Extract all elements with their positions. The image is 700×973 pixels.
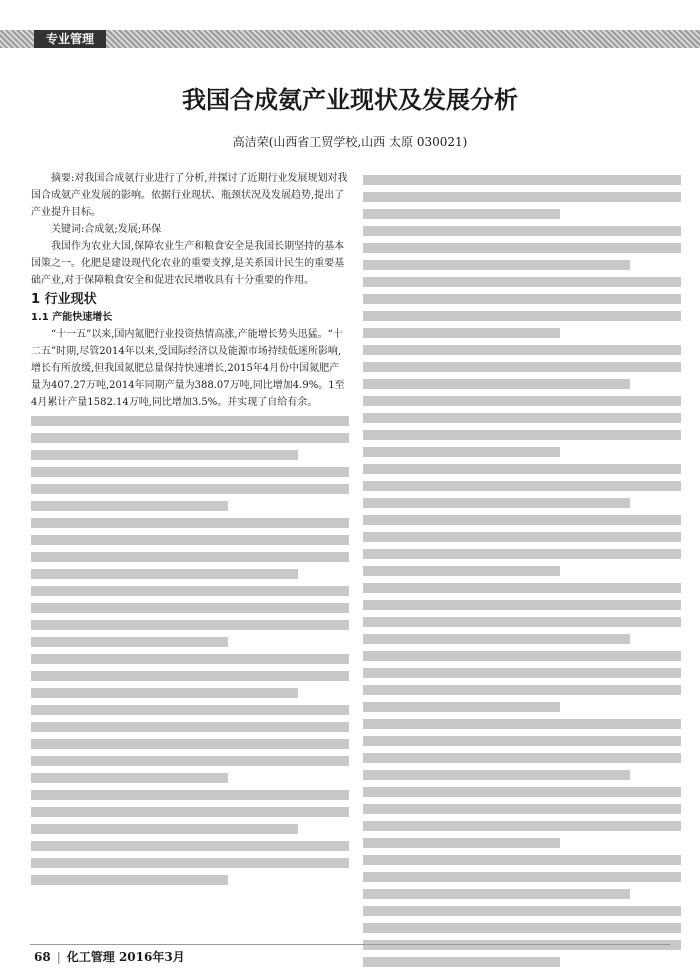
- text-line: [363, 872, 681, 882]
- text-line: [363, 957, 560, 967]
- text-line: [363, 515, 681, 525]
- text-line: [31, 620, 349, 630]
- abstract: 摘要:对我国合成氨行业进行了分析,并探讨了近期行业发展规划对我国合成氨产业发展的影响。依据行业现状、瓶颈状况及发展趋势,提出了产业提升目标。: [31, 173, 348, 218]
- text-line: [31, 637, 228, 647]
- text-line: [31, 722, 349, 732]
- text-line: [31, 484, 349, 494]
- text-line: [31, 705, 349, 715]
- text-line: [363, 430, 681, 440]
- footer-separator: |: [56, 950, 61, 964]
- text-line: [363, 481, 681, 491]
- keywords: 关键词:合成氨;发展;环保: [51, 224, 162, 235]
- text-line: [363, 260, 630, 270]
- text-line: [31, 739, 349, 749]
- journal-name: 化工管理: [66, 950, 115, 964]
- section-heading: 1 行业现状: [31, 292, 97, 307]
- text-line: [363, 566, 560, 576]
- text-line: [363, 413, 681, 423]
- text-line: [363, 838, 560, 848]
- text-line: [363, 753, 681, 763]
- text-line: [31, 807, 349, 817]
- text-line: [363, 277, 681, 287]
- text-line: [31, 535, 349, 545]
- text-line: [31, 654, 349, 664]
- text-line: [31, 586, 349, 596]
- text-line: [363, 532, 681, 542]
- author-line: 高洁荣(山西省工贸学校,山西 太原 030021): [232, 135, 468, 149]
- text-line: [363, 736, 681, 746]
- text-line: [363, 396, 681, 406]
- text-line: [363, 498, 630, 508]
- text-line: [363, 804, 681, 814]
- text-line: [363, 702, 560, 712]
- text-line: [363, 243, 681, 253]
- text-line: [31, 450, 298, 460]
- text-line: [363, 685, 681, 695]
- subsection-heading: 1.1 产能快速增长: [31, 312, 113, 323]
- text-line: [31, 518, 349, 528]
- text-line: [363, 719, 681, 729]
- text-line: [363, 600, 681, 610]
- text-line: [363, 821, 681, 831]
- footer-rule: [30, 944, 670, 945]
- text-line: [31, 858, 349, 868]
- text-line: [31, 416, 349, 426]
- text-line: [363, 175, 681, 185]
- body-text-lines: [31, 411, 349, 885]
- text-line: [363, 651, 681, 661]
- text-line: [363, 668, 681, 678]
- article-title: 我国合成氨产业现状及发展分析: [182, 86, 518, 114]
- text-line: [363, 226, 681, 236]
- text-line: [363, 294, 681, 304]
- text-line: [363, 379, 630, 389]
- text-line: [363, 362, 681, 372]
- text-line: [363, 787, 681, 797]
- text-line: [363, 770, 630, 780]
- left-column: [31, 170, 349, 885]
- text-line: [31, 824, 298, 834]
- text-line: [363, 549, 681, 559]
- section-tag: 专业管理: [34, 30, 106, 48]
- text-line: [363, 855, 681, 865]
- text-line: [363, 617, 681, 627]
- text-line: [31, 875, 228, 885]
- text-line: [31, 603, 349, 613]
- text-line: [31, 467, 349, 477]
- text-line: [31, 756, 349, 766]
- text-line: [31, 569, 298, 579]
- text-line: [363, 923, 681, 933]
- text-line: [31, 773, 228, 783]
- text-line: [363, 311, 681, 321]
- text-line: [31, 433, 349, 443]
- body-paragraph: “十一五”以来,国内氮肥行业投资热情高涨,产能增长势头迅猛。“十二五”时期,尽管2014年以来,受国际经济以及能源市场持续低迷所影响,增长有所放缓,但我国氮肥总量保持快速增长,2015年4月份中国氮肥产量为407.27万吨,2014年同期产量为388.07万吨,同比增加4.9%。1至4月累计产量1582.14万吨,同比增加3.5%。并实现了自给有余。: [31, 329, 345, 408]
- text-line: [363, 209, 560, 219]
- text-line: [363, 464, 681, 474]
- text-line: [363, 634, 630, 644]
- text-line: [31, 790, 349, 800]
- right-column: [363, 170, 681, 967]
- issue-date: 2016年3月: [118, 950, 185, 964]
- body-text-lines: [363, 170, 681, 967]
- text-line: [31, 841, 349, 851]
- text-line: [363, 192, 681, 202]
- text-line: [363, 583, 681, 593]
- text-line: [363, 889, 630, 899]
- text-line: [363, 940, 681, 950]
- intro-paragraph: 我国作为农业大国,保障农业生产和粮食安全是我国长期坚持的基本国策之一。化肥是建设现代化农业的重要支撑,是关系国计民生的重要基础产业,对于保障粮食安全和促进农民增收具有十分重要的作用。: [31, 241, 345, 286]
- text-line: [363, 906, 681, 916]
- text-line: [31, 501, 228, 511]
- text-line: [363, 447, 560, 457]
- text-line: [363, 345, 681, 355]
- text-line: [31, 688, 298, 698]
- page-number: 68: [34, 950, 51, 964]
- text-line: [31, 671, 349, 681]
- text-line: [363, 328, 560, 338]
- page-footer: [34, 948, 185, 965]
- text-line: [31, 552, 349, 562]
